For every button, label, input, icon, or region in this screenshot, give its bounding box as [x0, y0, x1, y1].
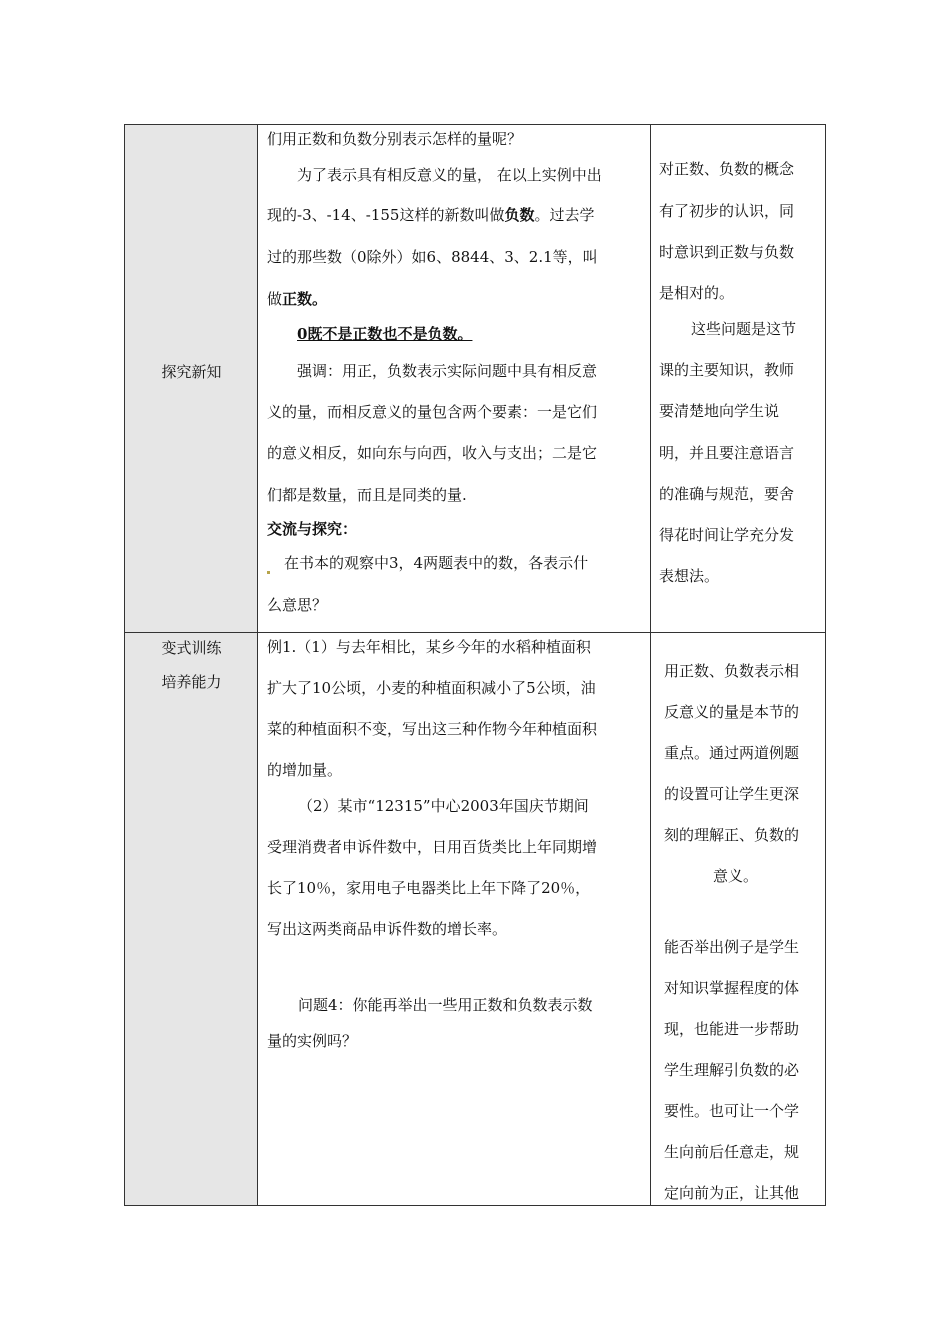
note-line: 的准确与规范，要舍: [659, 485, 795, 503]
text-line: 过的那些数（0除外）如6、8844、3、2.1等，叫: [267, 248, 598, 266]
section-heading: 交流与探究：: [267, 520, 358, 538]
text-line: 现的-3、-14、-155这样的新数叫做负数。过去学: [267, 206, 595, 224]
bullet-dot: [267, 571, 270, 574]
note-line: 的设置可让学生更深: [664, 785, 800, 803]
note-line: 有了初步的认识，同: [659, 202, 795, 220]
note-line: 能否举出例子是学生: [664, 938, 800, 956]
note-line: 用正数、负数表示相: [664, 662, 800, 680]
note-line: 对正数、负数的概念: [659, 160, 795, 178]
content-cell: [258, 633, 651, 1205]
note-line: 定向前为正，让其他: [664, 1184, 800, 1202]
text-line: 么意思？: [267, 596, 328, 614]
note-line: 学生理解引负数的必: [664, 1061, 800, 1079]
note-line: 重点。通过两道例题: [664, 744, 800, 762]
note-line: 现，也能进一步帮助: [664, 1020, 800, 1038]
note-line: 意义。: [713, 867, 759, 885]
text-line: 菜的种植面积不变，写出这三种作物今年种植面积: [267, 720, 598, 738]
text-line: 们用正数和负数分别表示怎样的量呢？: [267, 130, 523, 148]
note-line: 课的主要知识，教师: [659, 361, 795, 379]
notes-cell: [651, 633, 825, 1205]
note-line: 要性。也可让一个学: [664, 1102, 800, 1120]
text-line: （2）某市“12315”中心2003年国庆节期间: [298, 797, 589, 815]
stage-label: 探究新知: [161, 363, 222, 381]
note-line: 是相对的。: [659, 284, 735, 302]
note-line: 得花时间让学充分发: [659, 526, 795, 544]
key-statement: 0既不是正数也不是负数。: [297, 325, 473, 343]
table-row-explore: [125, 125, 825, 633]
text-line: 长了10％，家用电子电器类比上年下降了20％，: [267, 879, 591, 897]
note-line: 刻的理解正、负数的: [664, 826, 800, 844]
note-line: 时意识到正数与负数: [659, 243, 795, 261]
text-line: 义的量，而相反意义的量包含两个要素：一是它们: [267, 403, 598, 421]
note-line: 要清楚地向学生说: [659, 402, 780, 420]
stage-cell: [125, 633, 258, 1205]
text-line: 扩大了10公顷，小麦的种植面积减小了5公顷，油: [267, 679, 596, 697]
note-line: 明，并且要注意语言: [659, 444, 795, 462]
text-line: 强调：用正，负数表示实际问题中具有相反意: [297, 362, 598, 380]
stage-cell: [125, 125, 258, 632]
note-line: 生向前后任意走，规: [664, 1143, 800, 1161]
text-line: 例1.（1）与去年相比，某乡今年的水稻种植面积: [267, 638, 591, 656]
text-line: 写出这两类商品申诉件数的增长率。: [267, 920, 508, 938]
text-line: 为了表示具有相反意义的量， 在以上实例中出: [297, 166, 602, 184]
stage-label: 变式训练: [161, 639, 222, 657]
table-row-practice: [125, 633, 825, 1205]
text-line: 做正数。: [267, 290, 328, 308]
text-line: 们都是数量，而且是同类的量.: [267, 486, 467, 504]
note-line: 对知识掌握程度的体: [664, 979, 800, 997]
notes-cell: [651, 125, 825, 632]
text-line: 量的实例吗？: [267, 1032, 358, 1050]
text-line: 问题4：你能再举出一些用正数和负数表示数: [298, 996, 593, 1014]
lesson-table: [124, 124, 826, 1206]
stage-label: 培养能力: [161, 673, 222, 691]
text-line: 在书本的观察中3，4两题表中的数，各表示什: [267, 553, 588, 574]
note-line: 这些问题是这节: [691, 320, 797, 338]
note-line: 表想法。: [659, 567, 720, 585]
text-line: 的意义相反，如向东与向西，收入与支出；二是它: [267, 444, 598, 462]
text-line: 受理消费者申诉件数中，日用百货类比上年同期增: [267, 838, 598, 856]
note-line: 反意义的量是本节的: [664, 703, 800, 721]
content-cell: [258, 125, 651, 632]
text-line: 的增加量。: [267, 761, 343, 779]
